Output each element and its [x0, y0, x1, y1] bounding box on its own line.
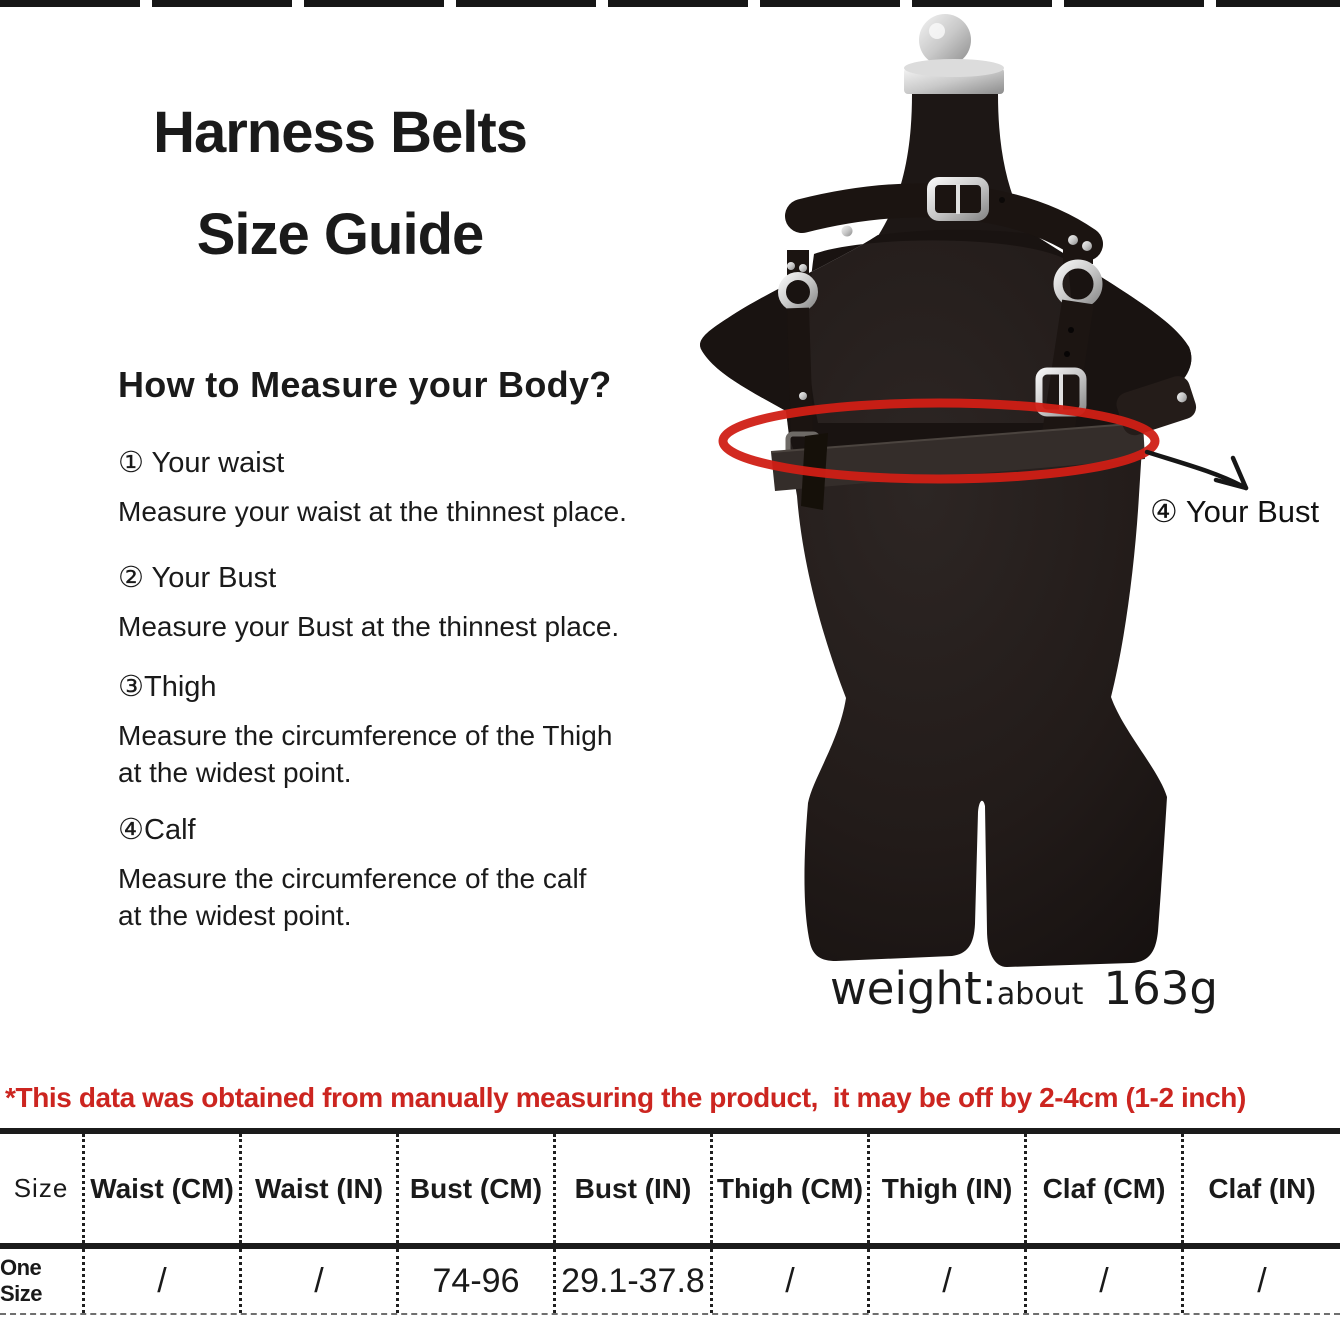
- table-cell: 29.1-37.8: [556, 1249, 713, 1313]
- weight-value: 163g: [1103, 962, 1218, 1015]
- column-header: Bust (IN): [556, 1134, 713, 1243]
- weight-about: about: [996, 977, 1084, 1012]
- title-line-1: Harness Belts: [153, 100, 527, 165]
- bust-annotation-arrow: [1147, 452, 1246, 488]
- table-cell: /: [870, 1249, 1027, 1313]
- step-title: ② Your Bust: [118, 562, 277, 594]
- disclaimer-text: *This data was obtained from manually measuring the product, it may be off by 2-4cm (1-2 inch): [5, 1082, 1246, 1113]
- table-cell: 74-96: [399, 1249, 556, 1313]
- measure-step-calf: [118, 812, 586, 934]
- step-description: at the widest point.: [118, 757, 352, 788]
- weight-text: [830, 962, 1218, 1015]
- column-header: Size: [0, 1134, 85, 1243]
- measure-step-bust: [118, 560, 619, 645]
- weight-label: weight:: [830, 962, 997, 1015]
- table-cell: /: [1257, 1261, 1267, 1300]
- column-header: Claf (IN): [1208, 1172, 1316, 1204]
- mannequin-finial: [904, 14, 1004, 94]
- column-header: Thigh (IN): [870, 1134, 1027, 1243]
- column-header: Waist (CM): [85, 1134, 242, 1243]
- measure-heading: How to Measure your Body?: [118, 364, 612, 405]
- bust-annotation-label: ④ Your Bust: [1150, 494, 1320, 529]
- column-header: Waist (IN): [242, 1134, 399, 1243]
- table-cell-size: One Size: [0, 1249, 85, 1313]
- table-cell: /: [242, 1249, 399, 1313]
- measure-step-waist: [118, 445, 627, 530]
- table-row: [0, 1249, 1340, 1315]
- step-description: Measure the circumference of the Thigh: [118, 720, 613, 751]
- step-title: ③Thigh: [118, 671, 217, 703]
- table-header-row: [0, 1134, 1340, 1243]
- table-cell: /: [713, 1249, 870, 1313]
- column-header: Bust (CM): [399, 1134, 556, 1243]
- step-description: Measure your waist at the thinnest place.: [118, 496, 627, 527]
- size-table: [0, 1128, 1340, 1315]
- step-description: Measure your Bust at the thinnest place.: [118, 611, 620, 642]
- step-title: ① Your waist: [118, 447, 285, 479]
- collar-rivet: [842, 226, 853, 237]
- table-cell: /: [1027, 1249, 1184, 1313]
- column-header: Thigh (CM): [713, 1134, 870, 1243]
- title-line-2: Size Guide: [196, 202, 484, 267]
- table-cell: /: [85, 1249, 242, 1313]
- step-description: Measure the circumference of the calf: [118, 863, 587, 894]
- step-title: ④Calf: [118, 814, 196, 846]
- product-title: [140, 100, 540, 267]
- step-description: at the widest point.: [118, 900, 352, 931]
- column-header: Claf (CM): [1027, 1134, 1184, 1243]
- measure-step-thigh: [118, 669, 612, 791]
